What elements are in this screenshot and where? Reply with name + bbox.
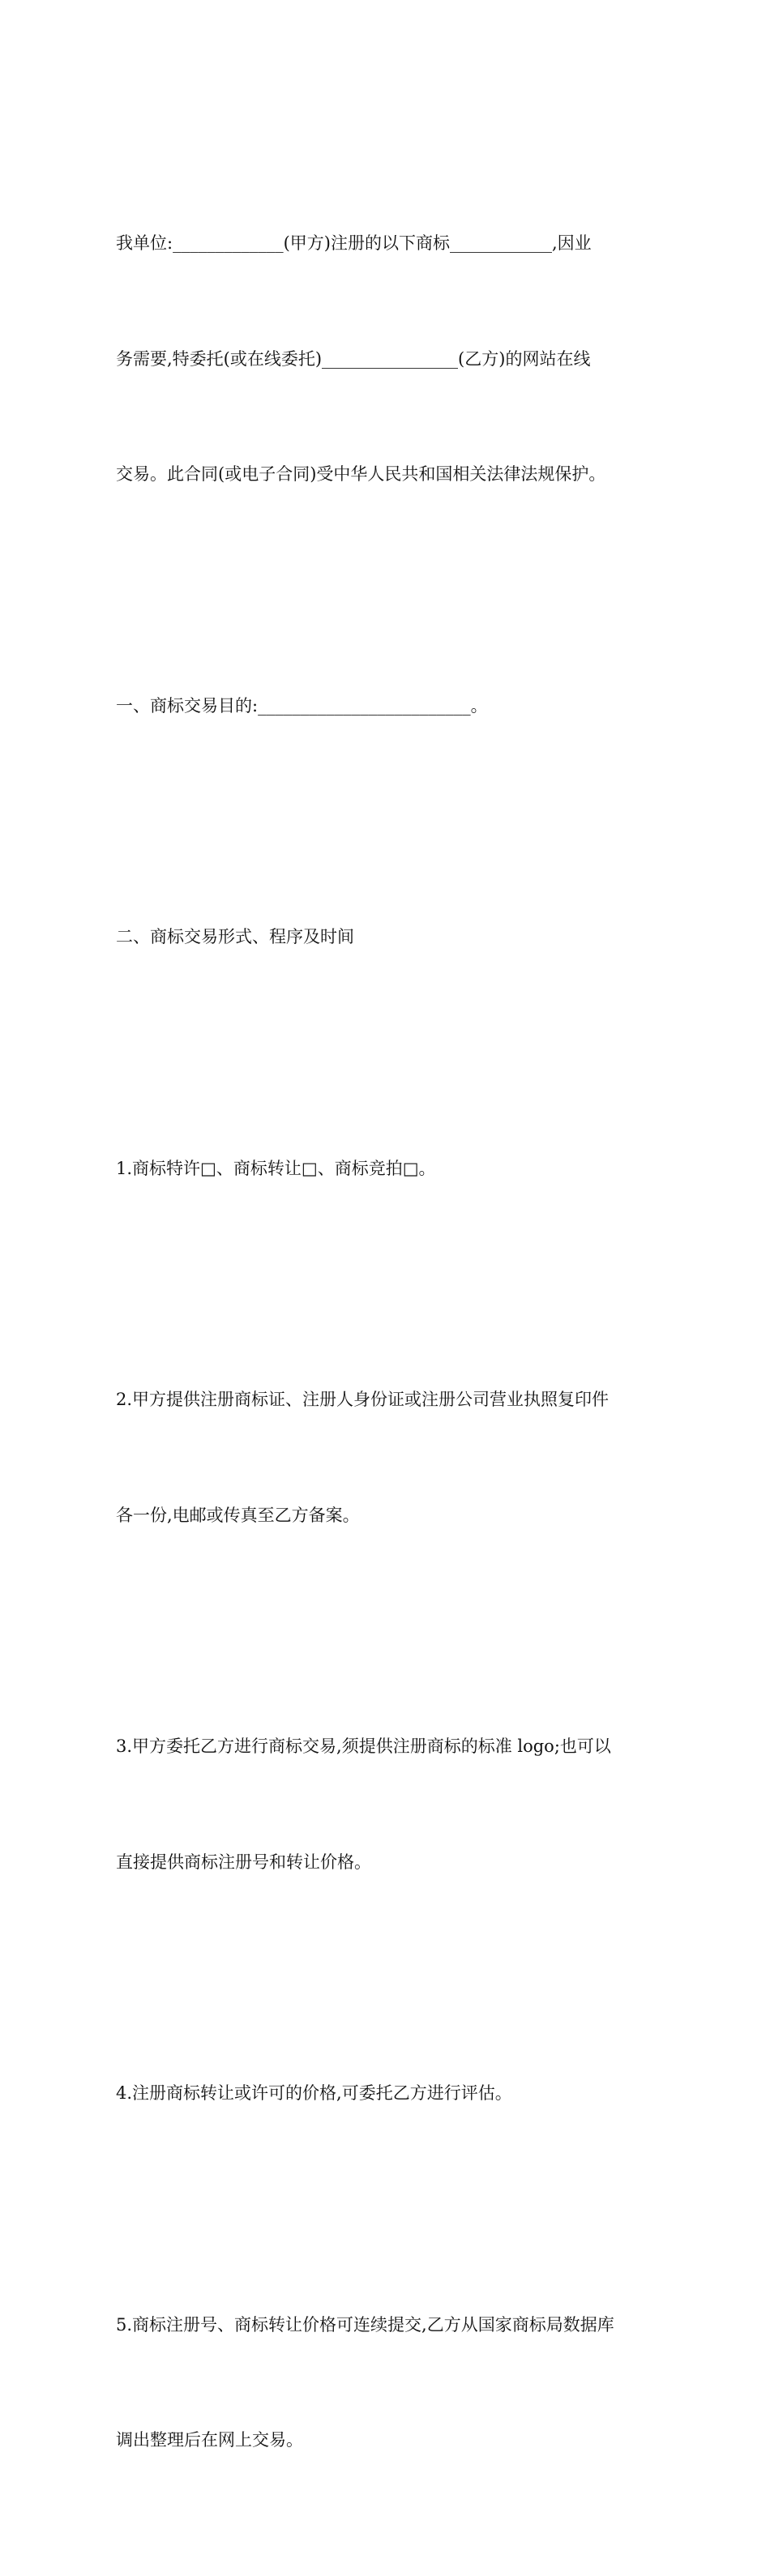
intro-paragraph	[116, 147, 655, 571]
section-2-heading	[116, 841, 655, 1034]
section-1-purpose	[116, 610, 655, 803]
intro-line-1: 我单位:_____________(甲方)注册的以下商标____________,因业	[116, 233, 592, 253]
item-3-line-1: 3.甲方委托乙方进行商标交易,须提供注册商标的标准 logo;也可以	[116, 1737, 611, 1756]
item-4	[116, 1997, 655, 2190]
item-5-line-2: 调出整理后在网上交易。	[116, 2430, 303, 2450]
item-2-line-1: 2.甲方提供注册商标证、注册人身份证或注册公司营业执照复印件	[116, 1390, 610, 1409]
intro-line-3: 交易。此合同(或电子合同)受中华人民共和国相关法律法规保护。	[116, 464, 606, 484]
item-5-line-1: 5.商标注册号、商标转让价格可连续提交,乙方从国家商标局数据库	[116, 2314, 614, 2335]
item-1-text: 1.商标特许□、商标转让□、商标竞拍□。	[116, 1158, 436, 1178]
item-4-text: 4.注册商标转让或许可的价格,可委托乙方进行评估。	[116, 2083, 512, 2103]
item-2-line-2: 各一份,电邮或传真至乙方备案。	[116, 1505, 360, 1525]
section-2-text: 二、商标交易形式、程序及时间	[116, 927, 354, 946]
item-5	[116, 2229, 655, 2537]
item-3-line-2: 直接提供商标注册号和转让价格。	[116, 1852, 371, 1872]
document-page	[116, 147, 655, 2576]
item-1	[116, 1073, 655, 1266]
item-3	[116, 1651, 655, 1959]
section-1-text: 一、商标交易目的:_________________________。	[116, 695, 488, 716]
item-2	[116, 1304, 655, 1612]
intro-line-2: 务需要,特委托(或在线委托)________________(乙方)的网站在线	[116, 348, 591, 369]
